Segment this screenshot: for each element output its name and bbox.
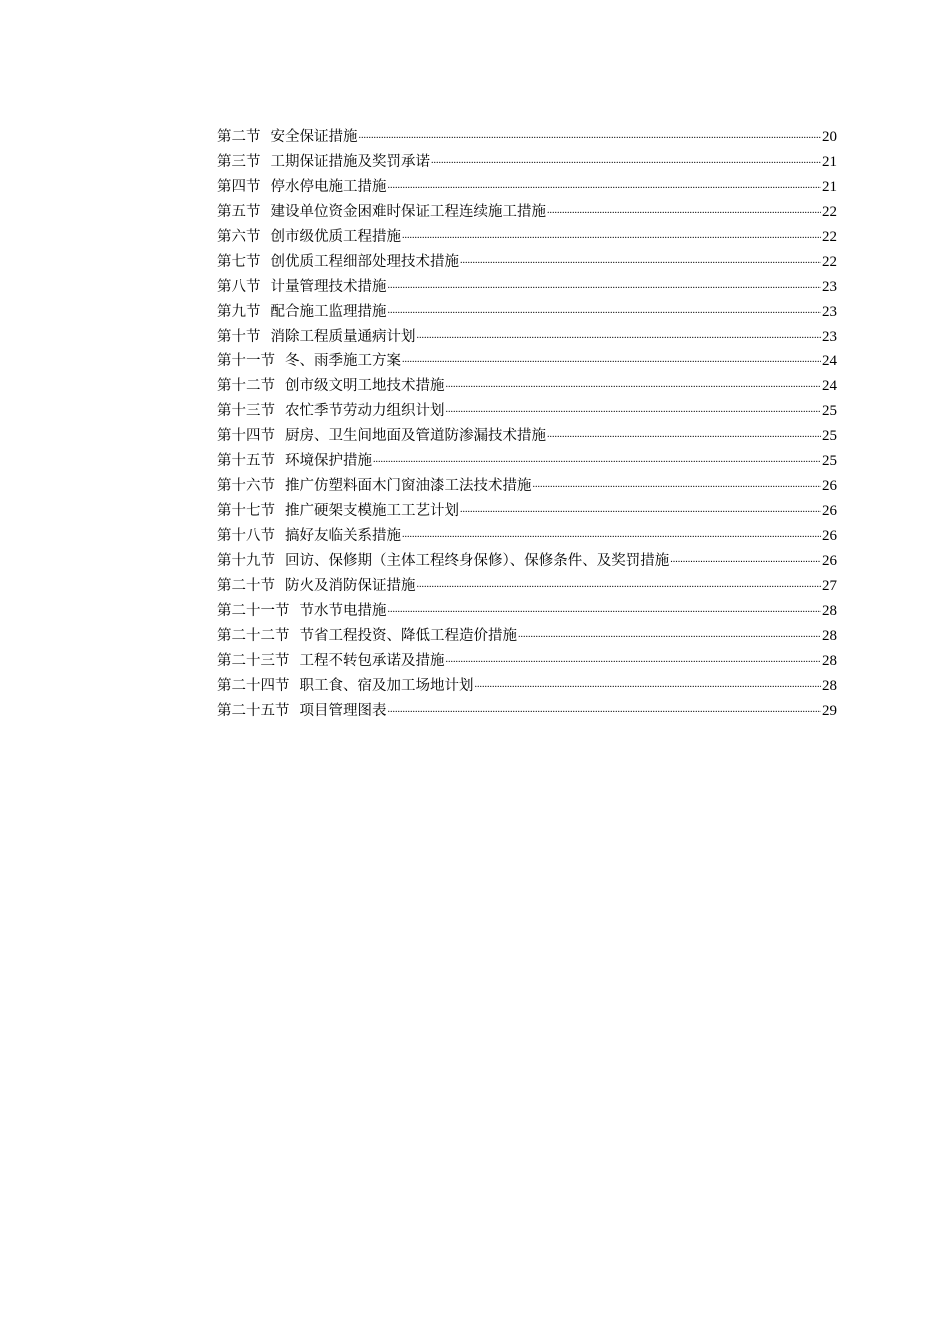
toc-page-number: 25 bbox=[822, 403, 837, 420]
toc-dot-leader bbox=[417, 571, 822, 598]
toc-section-title: 建设单位资金困难时保证工程连续施工措施 bbox=[270, 203, 546, 220]
toc-section-title: 搞好友临关系措施 bbox=[285, 528, 401, 544]
toc-section-title: 防火及消防保证措施 bbox=[285, 577, 416, 594]
toc-dot-leader bbox=[417, 322, 822, 349]
toc-section-number: 第四节 bbox=[217, 178, 261, 195]
toc-section-title: 工程不转包承诺及措施 bbox=[299, 652, 445, 669]
toc-dot-leader bbox=[388, 297, 822, 324]
toc-page-number: 28 bbox=[822, 602, 837, 619]
toc-dot-leader bbox=[460, 247, 821, 274]
toc-dot-leader bbox=[402, 521, 821, 548]
toc-dot-leader bbox=[388, 172, 822, 199]
toc-dot-leader bbox=[518, 621, 821, 648]
toc-section-number: 第三节 bbox=[217, 153, 261, 170]
toc-dot-leader bbox=[373, 446, 821, 473]
toc-section-number: 第六节 bbox=[217, 228, 261, 245]
toc-page-number: 28 bbox=[822, 677, 837, 694]
toc-page-number: 23 bbox=[822, 278, 837, 295]
toc-dot-leader bbox=[402, 346, 821, 373]
toc-section-title: 计量管理技术措施 bbox=[270, 278, 387, 295]
toc-section-title: 创市级文明工地技术措施 bbox=[285, 378, 445, 395]
toc-dot-leader bbox=[446, 396, 822, 423]
toc-section-number: 第五节 bbox=[217, 203, 261, 220]
toc-section-title: 消除工程质量通病计划 bbox=[270, 328, 416, 345]
toc-section-title: 推广硬架支模施工工艺计划 bbox=[285, 503, 459, 520]
toc-section-title: 回访、保修期（主体工程终身保修）、保修条件、及奖罚措施 bbox=[285, 552, 670, 569]
toc-dot-leader bbox=[460, 496, 821, 523]
toc-page-number: 24 bbox=[822, 378, 837, 395]
toc-page-number: 29 bbox=[822, 702, 837, 719]
toc-page-number: 23 bbox=[822, 303, 837, 320]
toc-page-number: 26 bbox=[822, 503, 837, 520]
toc-page-number: 20 bbox=[822, 129, 837, 145]
toc-section-number: 第二十四节 bbox=[217, 677, 290, 694]
toc-page-number: 25 bbox=[822, 428, 837, 445]
toc-section-title: 安全保证措施 bbox=[270, 129, 358, 145]
toc-section-number: 第八节 bbox=[217, 278, 261, 295]
toc-dot-leader bbox=[359, 122, 822, 149]
toc-section-title: 环境保护措施 bbox=[285, 453, 372, 470]
toc-page-number: 21 bbox=[822, 153, 837, 170]
toc-section-title: 推广仿塑料面木门窗油漆工法技术措施 bbox=[285, 478, 532, 495]
toc-dot-leader bbox=[402, 222, 821, 249]
toc-section-number: 第九节 bbox=[217, 303, 261, 320]
toc-section-number: 第十二节 bbox=[217, 378, 275, 395]
toc-entry[interactable] bbox=[217, 699, 837, 724]
toc-section-number: 第二十三节 bbox=[217, 652, 290, 669]
toc-dot-leader bbox=[547, 421, 821, 448]
toc-section-number: 第十五节 bbox=[217, 453, 275, 470]
toc-section-number: 第十六节 bbox=[217, 478, 275, 495]
toc-page-number: 23 bbox=[822, 328, 837, 345]
toc-section-number: 第二十一节 bbox=[217, 602, 290, 619]
toc-section-number: 第十九节 bbox=[217, 552, 275, 569]
toc-section-number: 第十一节 bbox=[217, 353, 275, 370]
toc-page-number: 27 bbox=[822, 577, 837, 594]
toc-page-number: 26 bbox=[822, 478, 837, 495]
toc-dot-leader bbox=[388, 696, 822, 723]
toc-section-number: 第十八节 bbox=[217, 528, 275, 544]
toc-page-number: 26 bbox=[822, 552, 837, 569]
toc-section-number: 第七节 bbox=[217, 253, 261, 270]
toc-page-number: 22 bbox=[822, 203, 837, 220]
toc-page-number: 25 bbox=[822, 453, 837, 470]
toc-dot-leader bbox=[446, 646, 822, 673]
toc-section-title: 工期保证措施及奖罚承诺 bbox=[270, 153, 430, 170]
table-of-contents bbox=[217, 125, 837, 724]
toc-section-number: 第二十节 bbox=[217, 577, 275, 594]
toc-section-title: 农忙季节劳动力组织计划 bbox=[285, 403, 445, 420]
toc-section-title: 节省工程投资、降低工程造价措施 bbox=[299, 627, 517, 644]
toc-section-title: 创优质工程细部处理技术措施 bbox=[270, 253, 459, 270]
toc-dot-leader bbox=[388, 272, 822, 299]
toc-section-number: 第二节 bbox=[217, 129, 261, 145]
toc-section-number: 第十三节 bbox=[217, 403, 275, 420]
toc-page-number: 24 bbox=[822, 353, 837, 370]
toc-dot-leader bbox=[475, 671, 822, 698]
toc-section-title: 冬、雨季施工方案 bbox=[285, 353, 401, 370]
toc-dot-leader bbox=[388, 596, 822, 623]
toc-section-number: 第十七节 bbox=[217, 503, 275, 520]
toc-page-number: 22 bbox=[822, 228, 837, 245]
toc-section-title: 职工食、宿及加工场地计划 bbox=[299, 677, 474, 694]
toc-dot-leader bbox=[431, 147, 821, 174]
toc-section-number: 第二十二节 bbox=[217, 627, 290, 644]
toc-section-number: 第十四节 bbox=[217, 428, 275, 445]
toc-dot-leader bbox=[670, 546, 821, 573]
toc-page-number: 22 bbox=[822, 253, 837, 270]
toc-page-number: 26 bbox=[822, 528, 837, 544]
toc-page-number: 28 bbox=[822, 652, 837, 669]
toc-section-number: 第十节 bbox=[217, 328, 261, 345]
toc-section-title: 创市级优质工程措施 bbox=[270, 228, 401, 245]
toc-dot-leader bbox=[547, 197, 821, 224]
toc-section-title: 项目管理图表 bbox=[299, 702, 387, 719]
toc-page-number: 28 bbox=[822, 627, 837, 644]
toc-dot-leader bbox=[533, 471, 822, 498]
toc-section-title: 配合施工监理措施 bbox=[270, 303, 387, 320]
toc-section-title: 节水节电措施 bbox=[299, 602, 387, 619]
toc-section-number: 第二十五节 bbox=[217, 702, 290, 719]
toc-section-title: 停水停电施工措施 bbox=[270, 178, 387, 195]
toc-dot-leader bbox=[446, 371, 822, 398]
toc-page-number: 21 bbox=[822, 178, 837, 195]
toc-section-title: 厨房、卫生间地面及管道防渗漏技术措施 bbox=[285, 428, 546, 445]
